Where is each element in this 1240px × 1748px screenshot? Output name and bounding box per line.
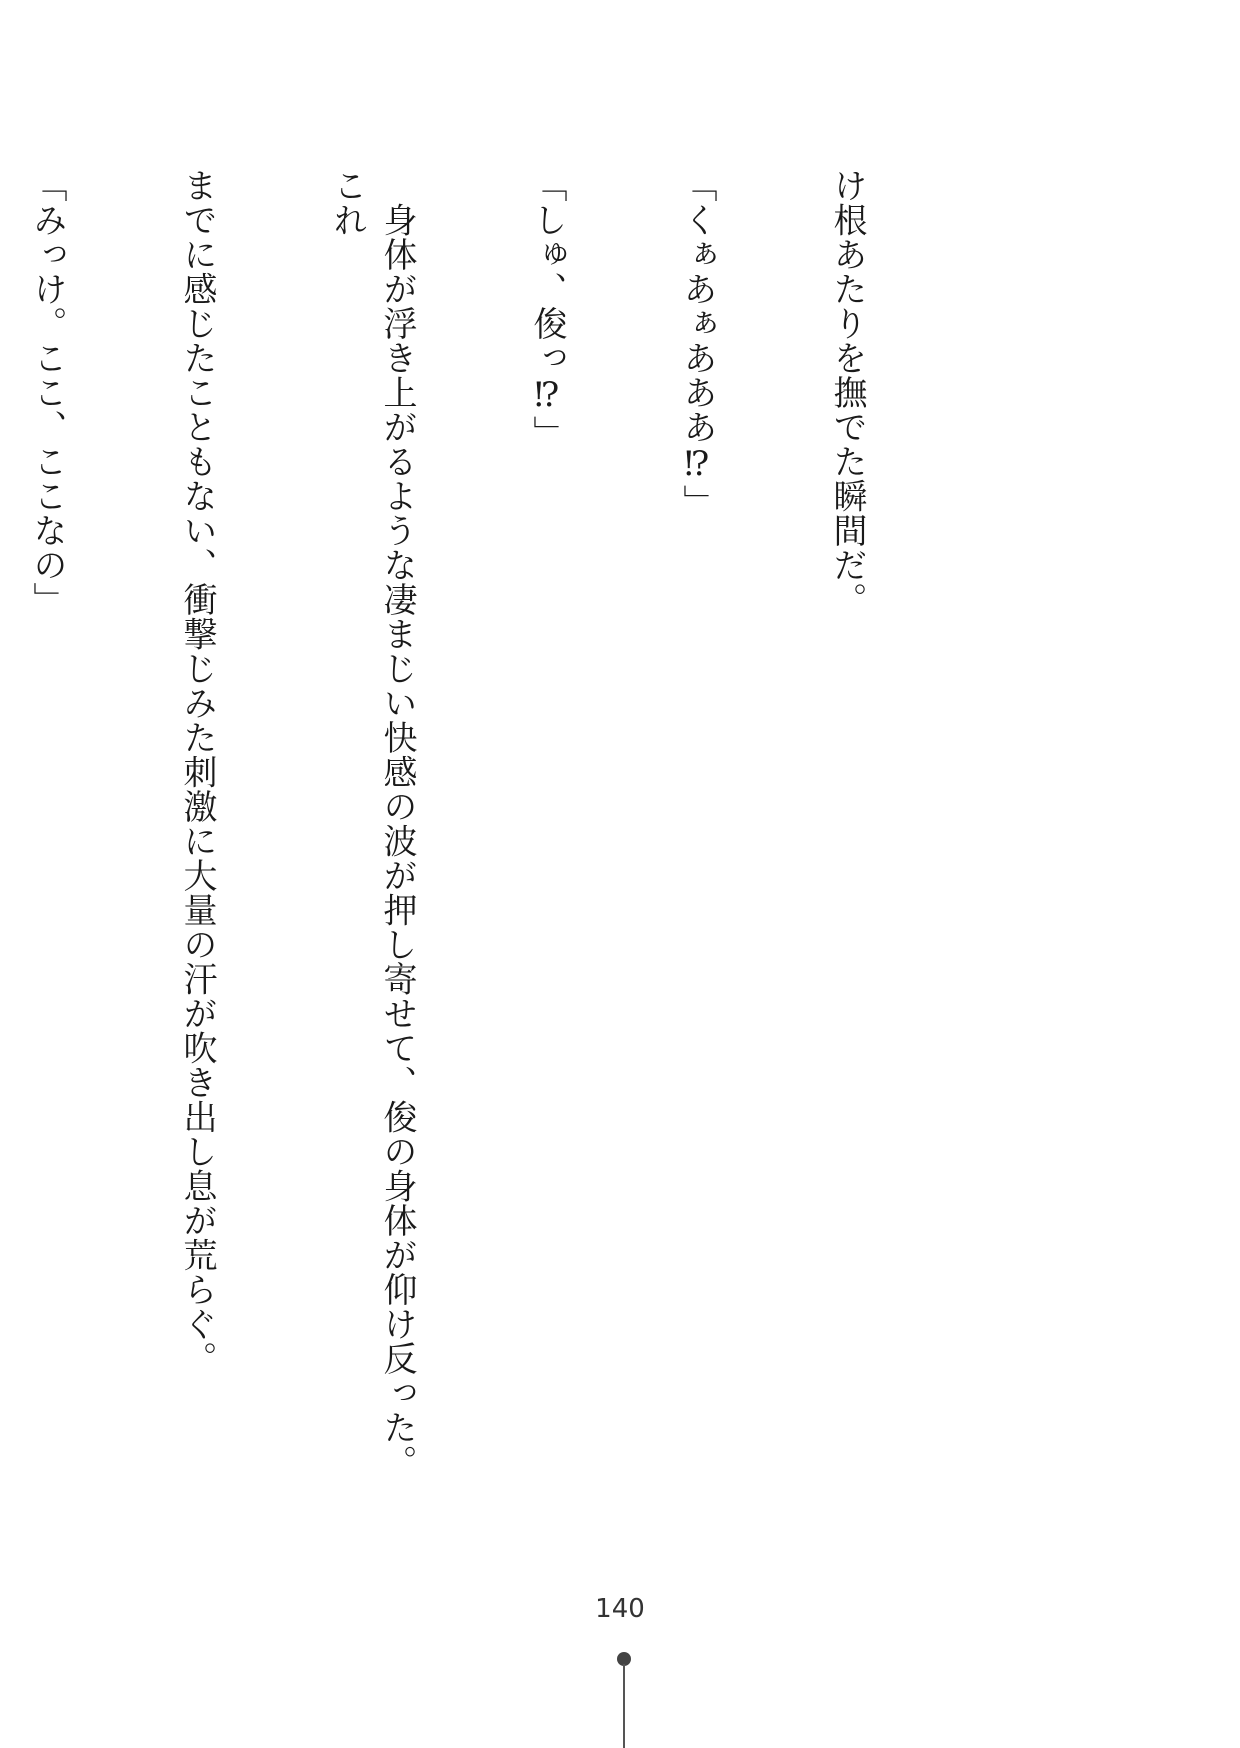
vertical-body-text — [0, 168, 972, 1488]
text-line: 「みっけ。ここ、ここなの」 — [27, 168, 67, 617]
text-line: までに感じたこともない、衝撃じみた刺激に大量の汗が吹き出し息が荒らぐ。 — [177, 168, 217, 1376]
text-line: け根あたりを撫でた瞬間だ。 — [827, 168, 867, 617]
page-number: 140 — [595, 1594, 645, 1624]
text-line: 「しゅ、俊っ⁉」 — [527, 168, 567, 450]
page-marker-line — [623, 1664, 625, 1748]
text-line: 身体が浮き上がるような凄まじい快感の波が押し寄せて、俊の身体が仰け反った。これ — [327, 168, 417, 1479]
text-line: 「くぁあぁあああ⁉」 — [677, 168, 717, 519]
